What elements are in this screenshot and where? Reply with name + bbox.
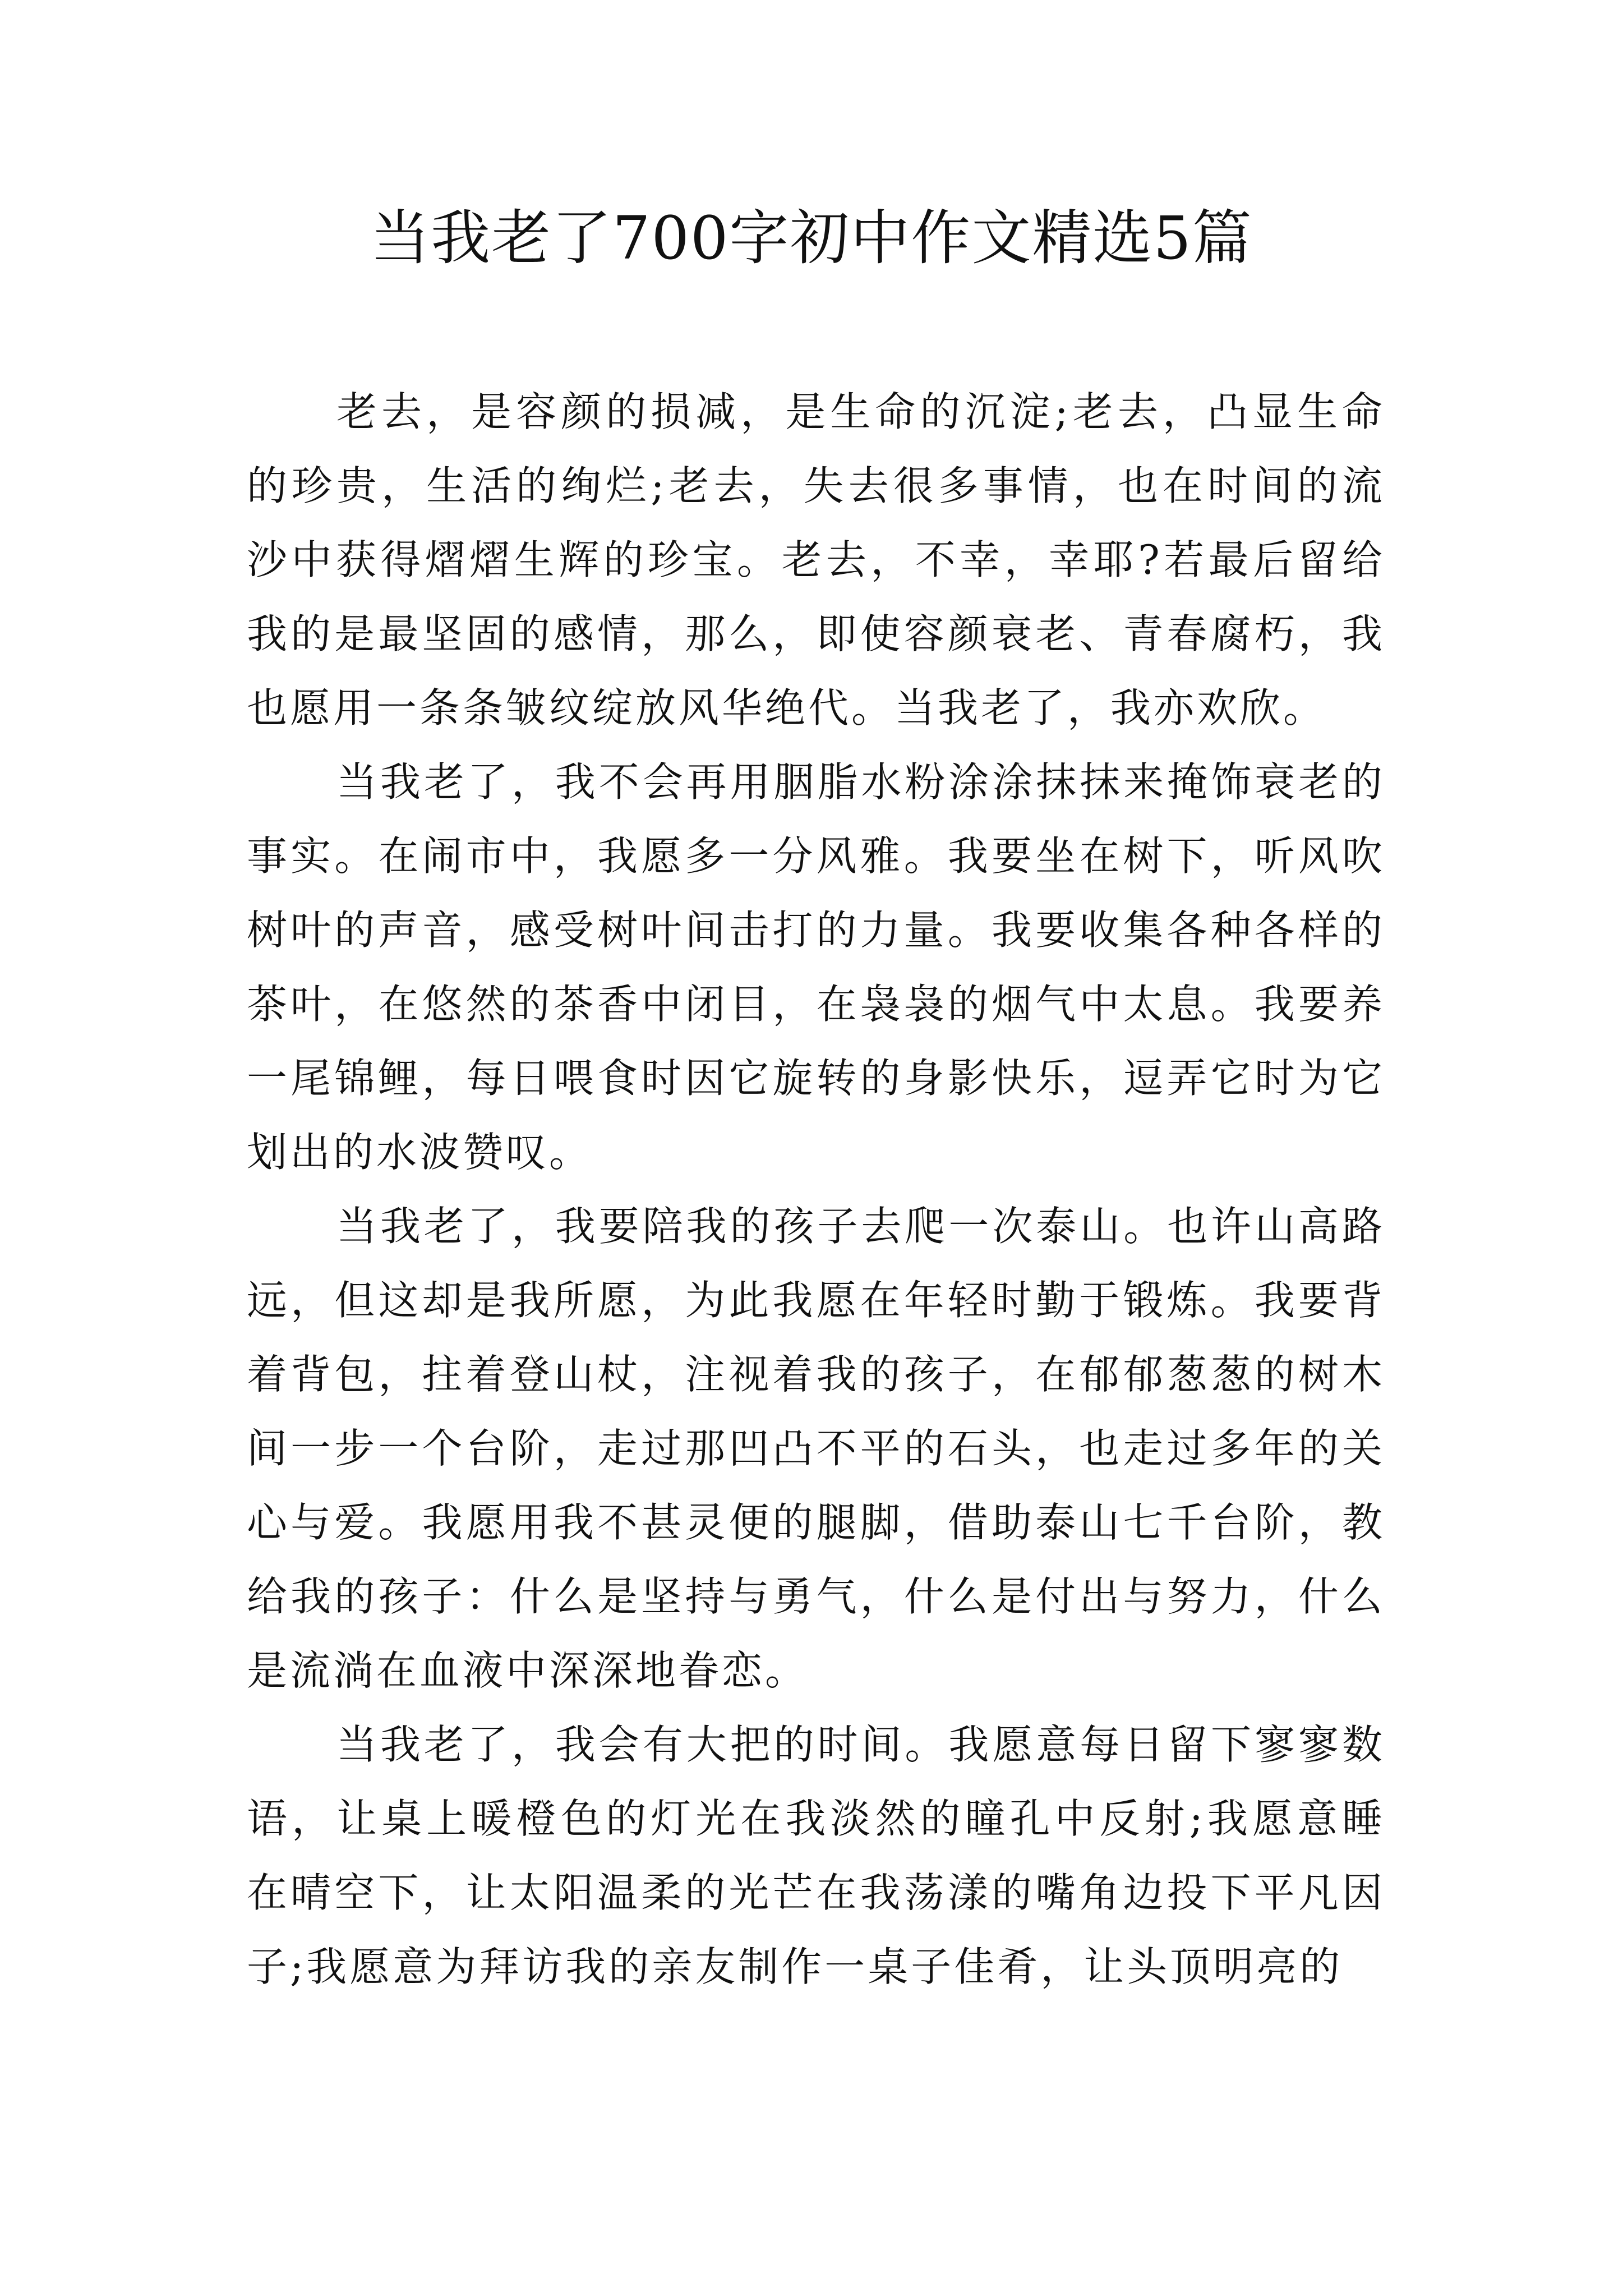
document-body <box>247 375 1385 2004</box>
paragraph-1: 老去，是容颜的损减，是生命的沉淀;老去，凸显生命的珍贵，生活的绚烂;老去，失去很多事情，也在时间的流沙中获得熠熠生辉的珍宝。老去，不幸，幸耶?若最后留给我的是最坚固的感情，那么，即使容颜衰老、青春腐朽，我也愿用一条条皱纹绽放风华绝代。当我老了，我亦欢欣。 <box>247 388 1385 731</box>
paragraph-4: 当我老了，我会有大把的时间。我愿意每日留下寥寥数语，让桌上暖橙色的灯光在我淡然的瞳孔中反射;我愿意睡在晴空下，让太阳温柔的光芒在我荡漾的嘴角边投下平凡因子;我愿意为拜访我的亲友制作一桌子佳肴，让头顶明亮的 <box>247 1721 1385 1990</box>
paragraph-2: 当我老了，我不会再用胭脂水粉涂涂抹抹来掩饰衰老的事实。在闹市中，我愿多一分风雅。我要坐在树下，听风吹树叶的声音，感受树叶间击打的力量。我要收集各种各样的茶叶，在悠然的茶香中闭目，在袅袅的烟气中太息。我要养一尾锦鲤，每日喂食时因它旋转的身影快乐，逗弄它时为它划出的水波赞叹。 <box>247 758 1385 1176</box>
paragraph-3: 当我老了，我要陪我的孩子去爬一次泰山。也许山高路远，但这却是我所愿，为此我愿在年轻时勤于锻炼。我要背着背包，拄着登山杖，注视着我的孩子，在郁郁葱葱的树木间一步一个台阶，走过那凹凸不平的石头，也走过多年的关心与爱。我愿用我不甚灵便的腿脚，借助泰山七千台阶，教给我的孩子：什么是坚持与勇气，什么是付出与努力，什么是流淌在血液中深深地眷恋。 <box>247 1203 1385 1694</box>
document-title: 当我老了700字初中作文精选5篇 <box>370 204 1253 273</box>
